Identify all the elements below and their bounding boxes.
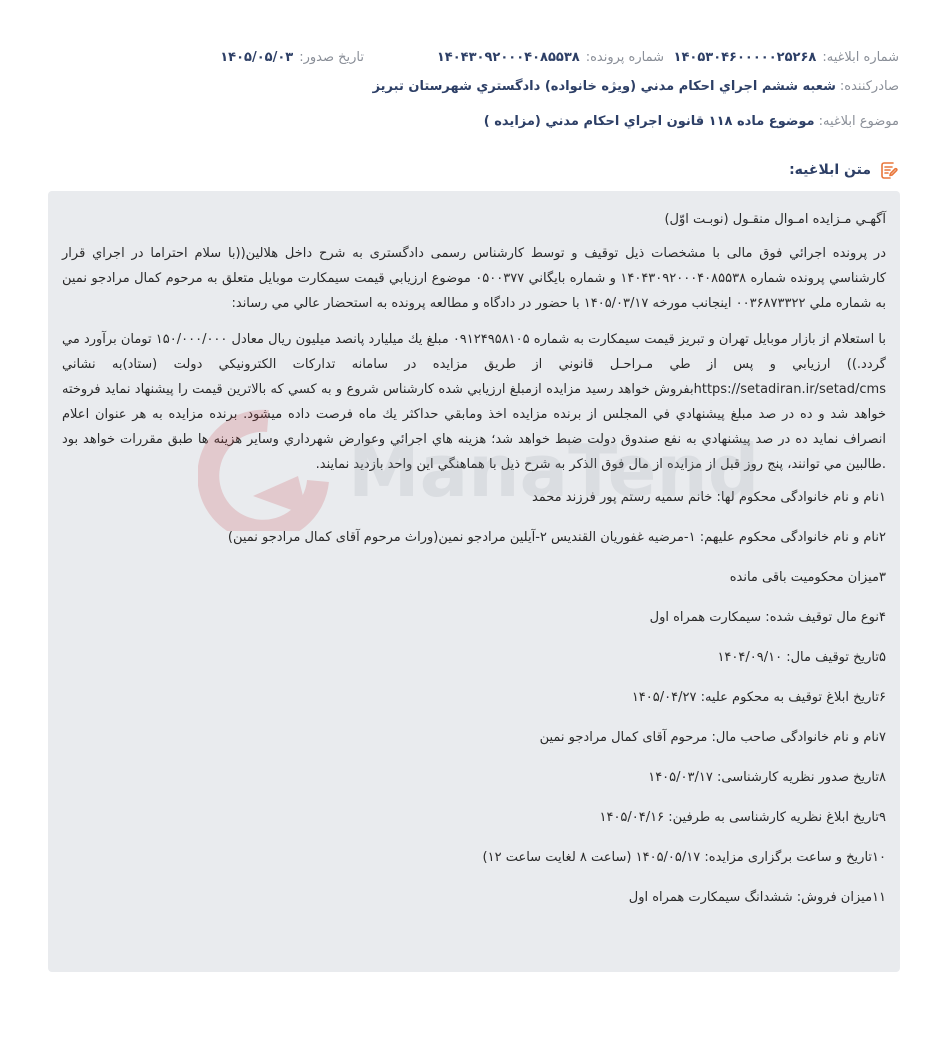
notice-paragraph-2: با استعلام از بازار موبایل تهران و تبریز قیمت سیمکارت به شماره ۰۹۱۲۴۹۵۸۱۰۵ مبلغ يك ميليارد پانصد ميليون ريال معادل ۱۵۰/۰۰۰/۰۰۰ تومان برآورد مي گردد.)) ارزيابي و پس از طي مـراحـل قانوني از طريق مزايده در سامانه تداركات الكترونيكي دولت (ستاد)به نشاني https://setadiran.ir/setad/cmsبفروش خواهد رسيد مزايده ازمبلغ ارزيابي شده كارشناس شروع و به كسي كه بالاترين قيمت را پيشنهاد نمايد فروخته خواهد شد و ده در صد مبلغ پيشنهادي في المجلس از برنده مزايده اخذ ومابقي حداكثر يك ماه فرصت داده ميشود. برنده مزايده به هر عنوان اعلام انصراف نمايد ده در صد پيشنهادي به نفع صندوق دولت ضبط خواهد شد؛ هزينه هاي اجرائي وعوارض شهرداري وساير هزينه ها طبق مقررات خواهد بود .طالبين مي توانند، پنج روز قبل از مزايده از مال فوق الذكر به شرح ذيل با هماهنگي اين واحد بازديد نمايند.	[62, 332, 886, 472]
issuer-value: شعبه ششم اجراي احكام مدني (ويژه خانواده) دادگستري شهرستان تبريز	[372, 79, 836, 94]
watermark-text: ManaTend	[348, 429, 758, 513]
list-item: ۱۱میزان فروش: ششدانگ سیمکارت همراه اول	[628, 890, 886, 905]
notice-paragraph-1: در پرونده اجرائي فوق مالی با مشخصات ذيل توقيف و توسط کارشناس رسمی دادگستری به شرح داخل هلالين((با سلام احتراما در اجراي قرار كارشناسي پرونده شماره ۱۴۰۴۳۰۹۲۰۰۰۴۰۸۵۵۳۸ و شماره بايگاني ۰۵۰۰۳۷۷ موضوع ارزيابي قيمت سيمكارت موبايل متعلق به مرحوم كمال مرادجو نمين به شماره ملي ۰۰۳۶۸۷۳۳۲۲ اينجانب مورخه ۱۴۰۵/۰۳/۱۷ با حضور در دادگاه و مطالعه پرونده به استحضار عالي مي رساند:	[62, 246, 887, 311]
issue-date-value: ۱۴۰۵/۰۵/۰۳	[220, 49, 294, 65]
list-item: ۸تاریخ صدور نظریه کارشناسی: ۱۴۰۵/۰۳/۱۷	[648, 770, 886, 785]
notice-meta-row	[60, 46, 899, 68]
subject-label: موضوع ابلاغیه:	[818, 114, 899, 129]
list-item: ۱۰تاریخ و ساعت برگزاری مزایده: ۱۴۰۵/۰۵/۱۷ (ساعت ۸ لغایت ساعت ۱۲)	[482, 850, 886, 865]
list-item: ۱نام و نام خانوادگی محکوم لها: خانم سمیه رستم پور فرزند محمد	[531, 490, 886, 505]
list-item: ۵تاریخ توقیف مال: ۱۴۰۴/۰۹/۱۰	[717, 650, 886, 665]
case-number-label: شماره پرونده:	[585, 49, 664, 65]
case-number-value: ۱۴۰۴۳۰۹۲۰۰۰۴۰۸۵۵۳۸	[436, 49, 580, 65]
list-item: ۶تاریخ ابلاغ توقیف به محکوم علیه: ۱۴۰۵/۰۴/۲۷	[631, 690, 886, 705]
notice-text-title-label: متن ابلاغیه:	[789, 162, 871, 178]
list-item: ۲نام و نام خانوادگی محکوم علیهم: ۱-مرضیه غفوریان القندیس ۲-آیلین مرادجو نمین(وراث مرحوم آقای کمال مرادجو نمین)	[227, 530, 886, 545]
notice-heading: آگهـي مـزايده امـوال منقـول (نوبـت اوّل)	[664, 212, 886, 227]
list-item: ۹تاریخ ابلاغ نظریه کارشناسی به طرفین: ۱۴۰۵/۰۴/۱۶	[599, 810, 886, 825]
notice-items	[62, 488, 886, 928]
subject-value: موضوع ماده ۱۱۸ قانون اجراي احكام مدني (مزايده )	[483, 114, 815, 129]
list-item: ۴نوع مال توقیف شده: سیمکارت همراه اول	[649, 610, 886, 625]
notice-body	[48, 191, 900, 972]
issuer-line	[40, 79, 899, 94]
subject-line	[40, 114, 899, 129]
notice-number-label: شماره ابلاغیه:	[822, 49, 899, 65]
notice-number	[664, 50, 899, 65]
document-edit-icon	[879, 160, 899, 180]
issue-date	[220, 50, 364, 65]
issuer-label: صادرکننده:	[839, 79, 899, 94]
notice-number-value: ۱۴۰۵۳۰۴۶۰۰۰۰۰۲۵۲۶۸	[673, 49, 817, 65]
issue-date-label: تاریخ صدور:	[299, 49, 364, 65]
notice-text-title	[789, 160, 899, 180]
list-item: ۷نام و نام خانوادگی صاحب مال: مرحوم آقای کمال مرادجو نمین	[539, 730, 886, 745]
list-item: ۳میزان محکومیت باقی مانده	[729, 570, 886, 585]
case-number	[364, 50, 664, 65]
